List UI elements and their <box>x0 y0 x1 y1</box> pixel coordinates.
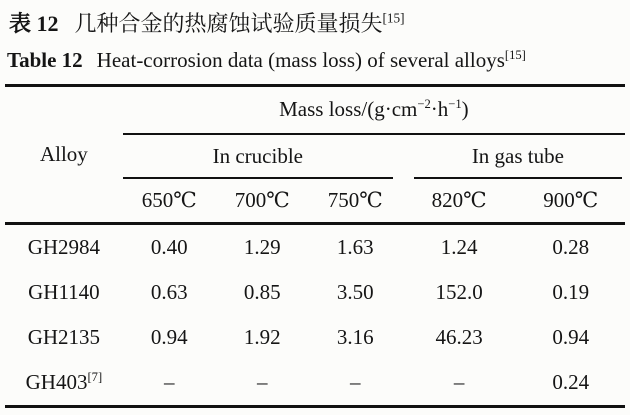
table-caption-en <box>7 47 625 73</box>
value-cell: – <box>257 369 268 394</box>
mass-loss-text: ·h <box>430 97 449 122</box>
group-label: In gas tube <box>414 139 622 179</box>
group-header-in-gas-tube <box>402 134 625 179</box>
temp-header-900: 900℃ <box>516 179 625 224</box>
table-number-zh: 表 12 <box>9 11 59 36</box>
value-cell: 1.29 <box>243 234 281 259</box>
table-caption-zh-text: 几种合金的热腐蚀试验质量损失 <box>74 11 383 36</box>
temp-header-750: 750℃ <box>309 179 402 224</box>
reference-superscript: [15] <box>382 10 405 26</box>
temp-header-650: 650℃ <box>123 179 216 224</box>
alloy-name: GH2984 <box>27 234 101 259</box>
value-cell: 0.94 <box>552 324 590 349</box>
value-cell: 1.24 <box>440 234 478 259</box>
value-cell: 1.92 <box>243 324 281 349</box>
mass-loss-text: Mass loss/(g·cm <box>279 97 418 122</box>
value-cell: – <box>453 369 465 394</box>
table-number-en: Table 12 <box>7 47 83 72</box>
alloy-cell <box>5 315 123 360</box>
mass-loss-unit-header <box>123 85 625 134</box>
value-cell: 0.19 <box>552 279 590 304</box>
exponent: −2 <box>417 97 431 112</box>
alloy-cell <box>5 270 123 315</box>
value-cell: 0.24 <box>552 369 590 394</box>
value-cell: – <box>350 369 361 394</box>
value-cell: 0.85 <box>243 279 281 304</box>
value-cell: 152.0 <box>435 279 483 304</box>
alloy-name: GH1140 <box>28 279 100 304</box>
group-header-in-crucible <box>123 134 402 179</box>
value-cell: 0.94 <box>150 324 188 349</box>
table-caption-en-text: Heat-corrosion data (mass loss) of several alloys <box>96 47 505 72</box>
alloy-name: GH2135 <box>27 324 101 349</box>
temp-header-700: 700℃ <box>216 179 309 224</box>
col-header-alloy: Alloy <box>5 85 123 223</box>
table-caption-zh <box>9 10 625 38</box>
table-row <box>5 270 625 315</box>
table-row <box>5 315 625 360</box>
reference-superscript: [15] <box>504 47 526 62</box>
value-cell: 1.63 <box>336 234 374 259</box>
value-cell: 0.28 <box>552 234 590 259</box>
value-cell: 3.16 <box>336 324 374 349</box>
value-cell: 3.50 <box>336 279 374 304</box>
exponent: −1 <box>448 97 462 112</box>
data-table <box>5 84 625 408</box>
reference-superscript: [7] <box>87 369 103 384</box>
temp-header-820: 820℃ <box>402 179 517 224</box>
table-row <box>5 360 625 407</box>
value-cell: 46.23 <box>435 324 483 349</box>
group-label: In crucible <box>123 139 393 179</box>
alloy-cell <box>5 360 123 407</box>
value-cell: – <box>164 369 175 394</box>
mass-loss-text: ) <box>461 97 469 122</box>
value-cell: 0.63 <box>150 279 188 304</box>
alloy-name: GH403 <box>25 369 88 394</box>
table-row <box>5 223 625 270</box>
alloy-cell <box>5 223 123 270</box>
value-cell: 0.40 <box>150 234 188 259</box>
